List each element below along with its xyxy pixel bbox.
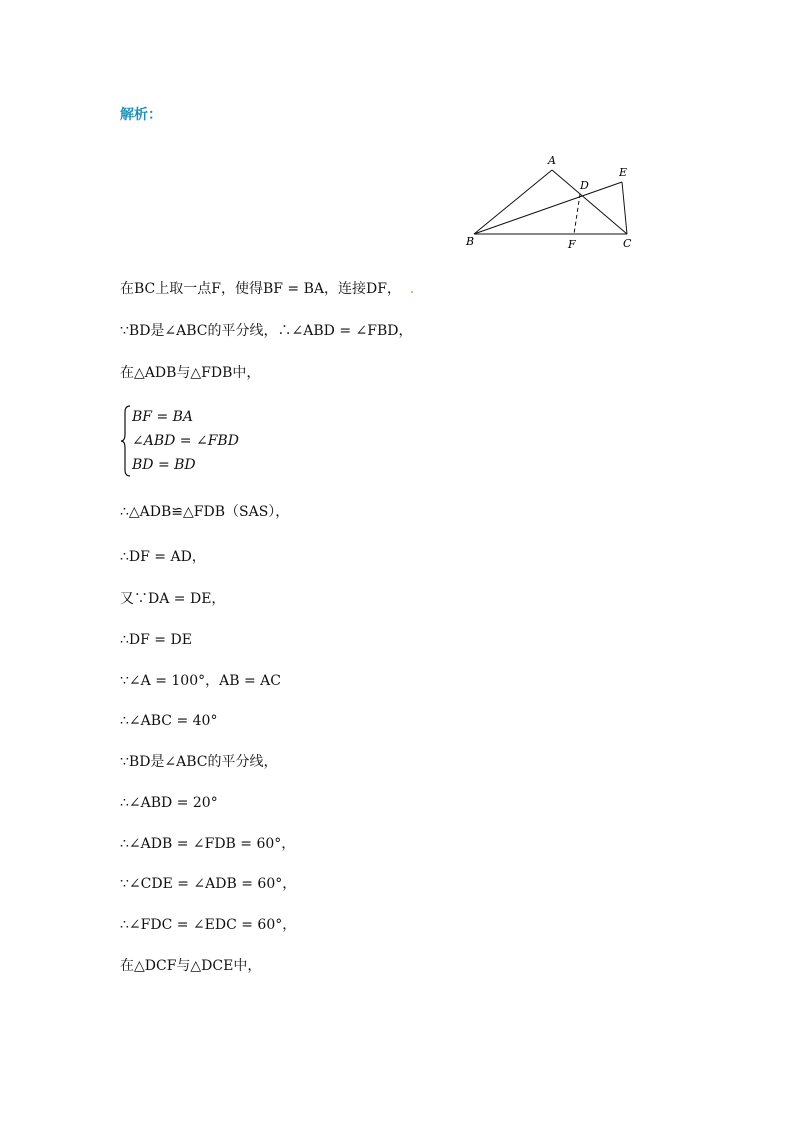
- equation-system: [120, 404, 320, 478]
- system-row-3: BD = BD: [132, 457, 196, 473]
- segment-df-dashed: [574, 194, 580, 234]
- step-line-15: 在△DCF与△DCE中，: [120, 958, 262, 974]
- solution-heading: 解析：: [120, 107, 162, 123]
- label-e: E: [619, 166, 628, 179]
- step-line-5: ∴DF = AD，: [120, 549, 206, 565]
- label-c: C: [623, 237, 632, 250]
- step-line-3: 在△ADB与△FDB中，: [120, 365, 261, 381]
- segment-ac: [552, 170, 627, 234]
- step-line-6: 又∵DA = DE，: [120, 591, 226, 607]
- system-row-2: ∠ABD = ∠FBD: [132, 433, 239, 449]
- step-line-14: ∴∠FDC = ∠EDC = 60°，: [120, 917, 297, 933]
- step-line-7: ∴DF = DE: [120, 632, 192, 648]
- trailing-dot: .: [409, 281, 415, 297]
- segment-ec: [622, 182, 627, 234]
- step-line-2: ∵BD是∠ABC的平分线，∴∠ABD = ∠FBD，: [120, 323, 413, 339]
- system-row-1: BF = BA: [132, 409, 194, 425]
- step-line-1: 在BC上取一点F，使得BF = BA，连接DF， .: [120, 281, 415, 297]
- step-line-8: ∵∠A = 100°，AB = AC: [120, 673, 281, 689]
- step-line-4: ∴△ADB≌△FDB（SAS），: [120, 504, 290, 520]
- step-line-11: ∴∠ABD = 20°: [120, 795, 218, 811]
- step-line-9: ∴∠ABC = 40°: [120, 713, 218, 729]
- triangle-diagram: [462, 150, 642, 254]
- label-f: F: [568, 238, 576, 251]
- geometry-figure: [462, 150, 642, 254]
- step-line-12: ∴∠ADB = ∠FDB = 60°，: [120, 836, 296, 852]
- label-d: D: [580, 179, 589, 192]
- label-b: B: [466, 235, 475, 248]
- label-a: A: [548, 154, 556, 167]
- segment-ab: [474, 170, 552, 234]
- segment-be: [474, 182, 622, 234]
- step-line-13: ∵∠CDE = ∠ADB = 60°，: [120, 876, 297, 892]
- left-brace-icon: [120, 404, 132, 478]
- step-line-10: ∵BD是∠ABC的平分线，: [120, 754, 278, 770]
